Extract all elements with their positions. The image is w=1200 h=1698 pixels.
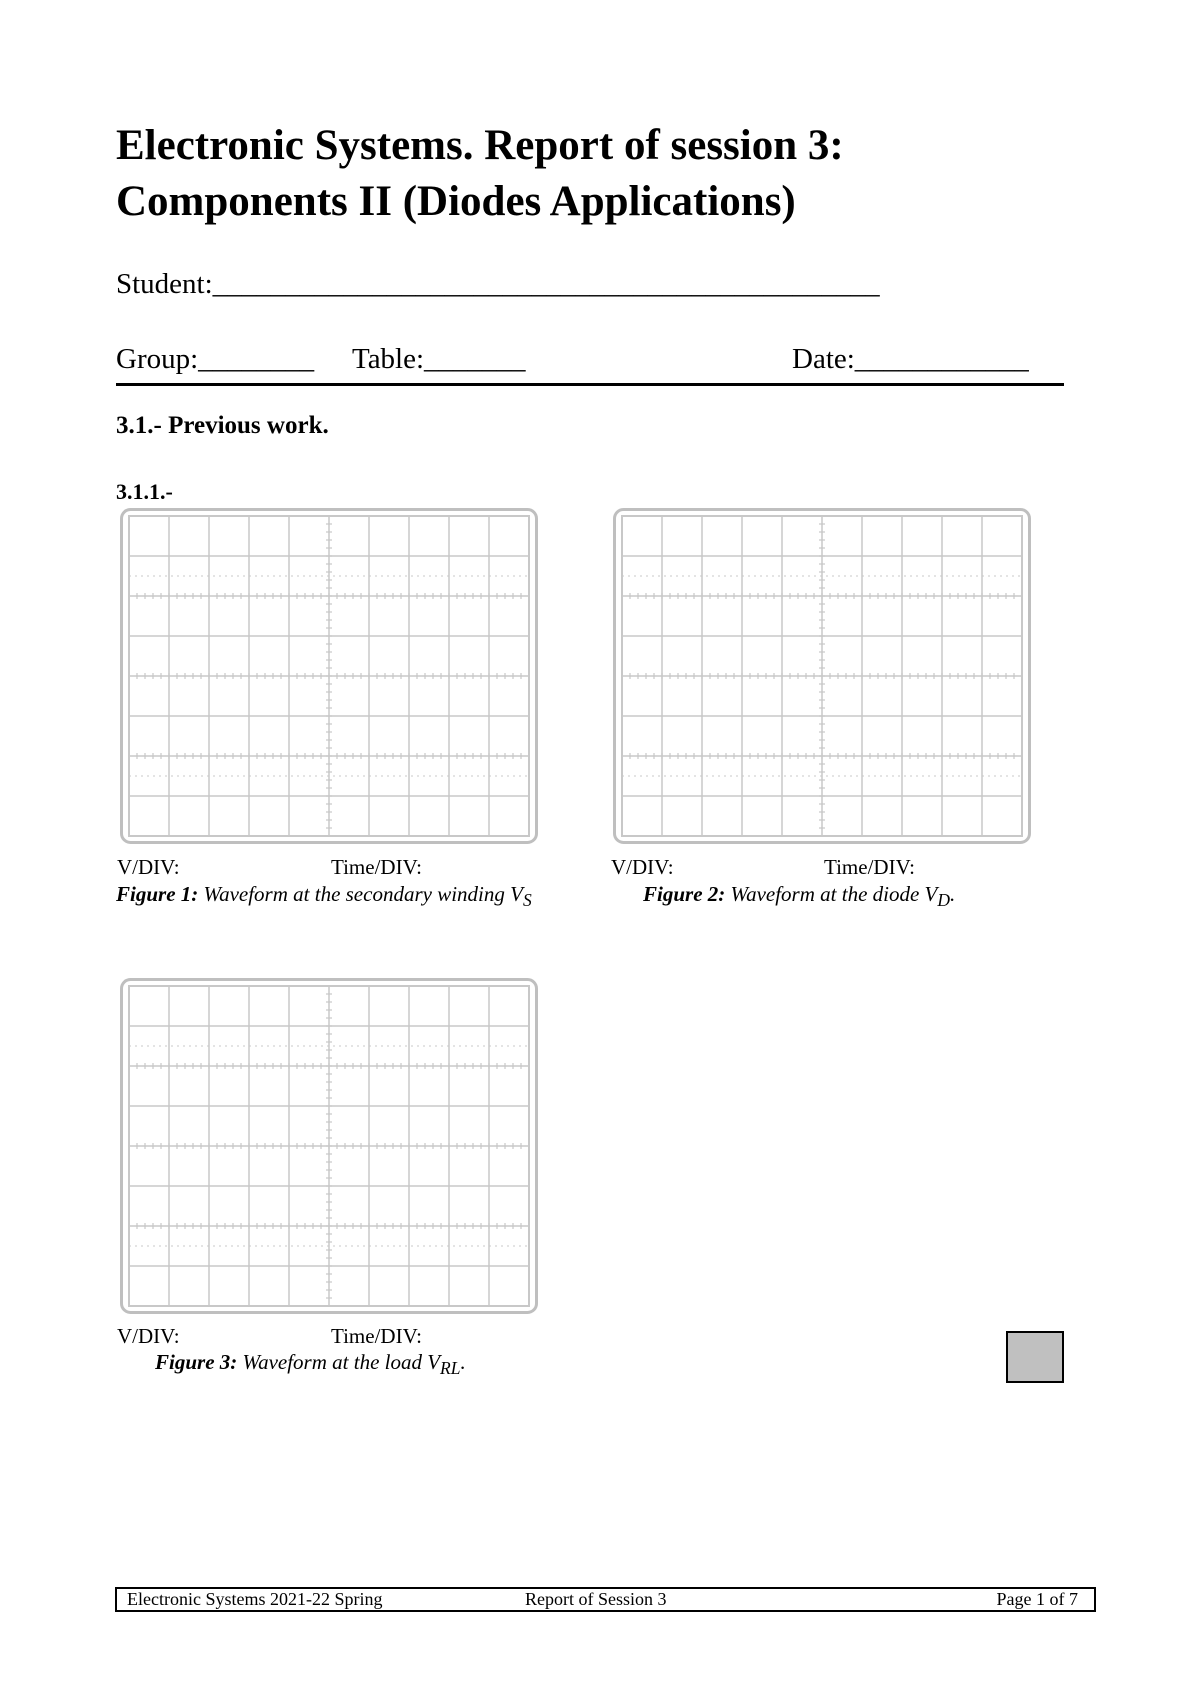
title-line-1: Electronic Systems. Report of session 3: [116,122,844,169]
caption-text-1: Waveform at the secondary winding V [198,882,523,906]
section-heading: 3.1.- Previous work. [116,412,329,439]
document-title [116,118,844,230]
footer-report: Report of Session 3 [525,1589,667,1609]
timediv-label-2: Time/DIV: [824,855,916,879]
figure-caption-1 [116,882,532,912]
footer-page: Page 1 of 7 [996,1589,1078,1609]
oscilloscope-grid-3[interactable] [120,978,538,1314]
vdiv-label-3: V/DIV: [117,1324,180,1348]
title-line-2: Components II (Diodes Applications) [116,178,796,225]
group-field[interactable]: Group:________ [116,343,315,375]
caption-prefix-1: Figure 1: [116,882,199,906]
subsection-heading: 3.1.1.- [116,479,173,504]
vdiv-label-1: V/DIV: [117,855,180,879]
caption-sub-1: S [522,890,532,911]
timediv-label-3: Time/DIV: [331,1324,423,1348]
caption-sub-3: RL [440,1358,461,1379]
figure-caption-3 [155,1350,466,1380]
page-footer [115,1587,1096,1612]
caption-prefix-2: Figure 2: [643,882,726,906]
timediv-label-1: Time/DIV: [331,855,423,879]
gray-square-box [1006,1331,1064,1383]
vdiv-label-2: V/DIV: [611,855,674,879]
student-field[interactable]: Student:______________________________________________ [116,268,880,300]
header-divider [116,383,1064,386]
oscilloscope-grid-2[interactable] [613,508,1031,844]
caption-text-3: Waveform at the load V [237,1350,441,1374]
caption-suffix-3: . [460,1350,466,1374]
date-field[interactable]: Date:____________ [792,343,1029,375]
caption-suffix-2: . [950,882,956,906]
caption-text-2: Waveform at the diode V [725,882,938,906]
table-field[interactable]: Table:_______ [352,343,526,375]
footer-course: Electronic Systems 2021-22 Spring [127,1589,383,1609]
caption-prefix-3: Figure 3: [155,1350,238,1374]
oscilloscope-grid-1[interactable] [120,508,538,844]
figure-caption-2 [643,882,955,912]
caption-sub-2: D [937,890,951,911]
